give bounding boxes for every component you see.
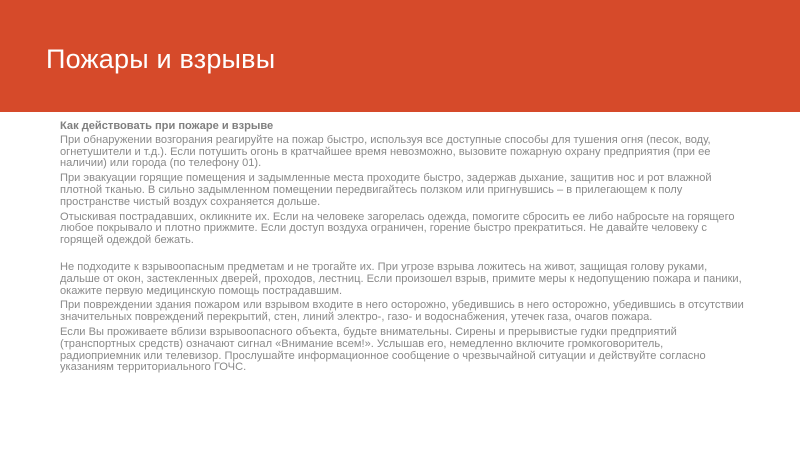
slide-title: Пожары и взрывы [46, 44, 276, 74]
paragraph-evacuation: При эвакуации горящие помещения и задымленные места проходите быстро, задержав дыхание, защитив нос и рот влажной плотной тканью. В сильно задымленном помещении передвигайтесь ползком или пригнувшись – в прилегающем к полу пространстве чистый воздух сохраняется дольше. [60, 172, 712, 208]
paragraph-rescue: Отыскивая пострадавших, окликните их. Если на человеке загорелась одежда, помогите сбросить ее либо набросьте на горящего любое покрывало и плотно прижмите. Если доступ воздуха ограничен, горение быстро прекратиться. Не давайте человеку с горящей одеждой бежать. [60, 210, 735, 247]
paragraph-damaged-building: При повреждении здания пожаром или взрывом входите в него осторожно, убедившись в него осторожно, убедившись в отсутствии значительных повреждений перекрытий, стен, линий электро-, газо- и водоснабжения, утечек газа, очагов пожара. [60, 299, 744, 324]
paragraph-explosives: Не подходите к взрывоопасным предметам и не трогайте их. При угрозе взрыва ложитесь на живот, защищая голову руками, дальше от окон, застекленных дверей, проходов, лестниц. Если произошел взрыв, примите меры к недопущению пожара и паники, окажите первую медицинскую помощь пострадавшим. [60, 260, 742, 297]
slide-body [60, 121, 744, 377]
title-bar [0, 0, 800, 112]
section-heading: Как действовать при пожаре и взрыве [60, 120, 274, 132]
paragraph-fire-detection: При обнаружении возгорания реагируйте на пожар быстро, используя все доступные способы для тушения огня (песок, воду, огнетушители и т.д.). Если потушить огонь в кратчайшее время невозможно, вызовите пожарную охрану предприятия (при ее наличии) или города (по телефону 01). [60, 133, 711, 170]
paragraph-hazardous-facility: Если Вы проживаете вблизи взрывоопасного объекта, будьте внимательны. Сирены и прерывистые гудки предприятий (транспортных средств) означают сигнал «Внимание всем!». Услышав его, немедленно включите громкоговоритель, радиоприемник или телевизор. Прослушайте информационное сообщение о чрезвычайной ситуации и действуйте согласно указаниям территориального ГОЧС. [60, 325, 706, 374]
